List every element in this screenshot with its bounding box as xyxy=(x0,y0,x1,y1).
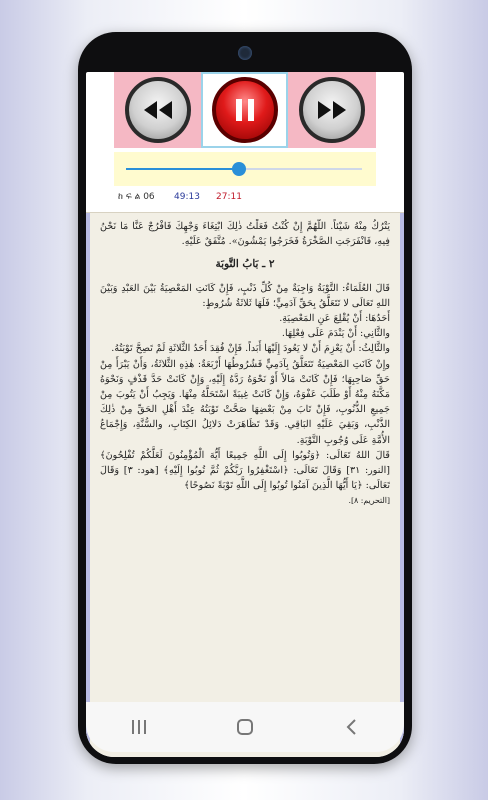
time-readout xyxy=(114,192,376,206)
chapter-heading: ٢ ـ بَابُ التَّوبَة xyxy=(215,258,275,271)
back-icon xyxy=(344,718,358,736)
page-edge-right xyxy=(400,213,404,757)
page-edge-left xyxy=(86,213,90,757)
seek-thumb[interactable] xyxy=(232,162,246,176)
book-page xyxy=(86,212,404,757)
app-screen xyxy=(86,72,404,757)
body-paragraph: والثَّانِي: أَنْ يَنْدَمَ عَلَى فِعْلِهَا. xyxy=(281,328,390,340)
camera-icon xyxy=(238,46,252,60)
rewind-icon xyxy=(125,77,191,143)
fast-forward-icon xyxy=(299,77,365,143)
home-icon xyxy=(236,718,254,736)
seek-slider[interactable] xyxy=(114,152,376,186)
body-paragraph: قَالَ اللهُ تَعَالَى: ﴿وَتُوبُوا إِلَى اللَّهِ جَمِيعًا أَيُّهَ الْمُؤْمِنُونَ لَعَلَّكُمْ تُفْلِحُونَ﴾ [النور: ٣١] وَقَالَ تَعَالَى: ﴿اسْتَغْفِرُوا رَبَّكُمْ ثُمَّ تُوبُوا إِلَيْهِ﴾ [هود: ٣] وَقَالَ تَعَالَى: ﴿يَا أَيُّهَا الَّذِينَ آمَنُوا تُوبُوا إِلَى اللَّهِ تَوْبَةً نَصُوحًا﴾ xyxy=(100,449,390,492)
rewind-button[interactable] xyxy=(114,72,201,148)
body-paragraph: قَالَ العُلَمَاءُ: التَّوْبَةُ وَاجِبَةٌ مِنْ كُلِّ ذَنْبٍ، فَإِنْ كَانَتِ المَعْصِيَةُ بَيْنَ العَبْدِ وَبَيْنَ اللهِ تَعَالَى لا تَتَعَلَّقُ بِحَقِّ آدَمِيٍّ؛ فَلَهَا ثَلاثَةُ شُرُوطٍ: xyxy=(100,282,390,309)
track-position: ከ ፍ ል 06 xyxy=(118,192,155,202)
body-paragraph: أَحَدُهَا: أَنْ يُقْلِعَ عَنِ المَعْصِيَةِ. xyxy=(279,313,390,325)
recents-button[interactable] xyxy=(109,707,169,747)
recents-icon xyxy=(130,719,148,735)
verse-reference: [التحريم: ٨]. xyxy=(348,496,390,506)
body-paragraph: والثَّالِثُ: أَنْ يَعْزِمَ أَنْ لا يَعُودَ إِلَيْهَا أَبَداً. فَإِنْ فُقِدَ أَحَدُ الثَّلاثَةِ لَمْ تَصِحَّ تَوْبَتُهُ. xyxy=(111,343,390,355)
page-text xyxy=(100,219,390,718)
home-button[interactable] xyxy=(215,707,275,747)
current-time: 49:13 xyxy=(174,192,200,202)
system-navbar xyxy=(86,702,404,752)
intro-paragraph: يَتْرُكُ مِنْهُ شَيْئاً. اللَّهُمَّ إِنْ كُنْتُ فَعَلْتُ ذٰلِكَ ابْتِغَاءَ وَجْهِكَ فَافْرُجْ عَنَّا مَا نَحْنُ فِيهِ، فَانْفَرَجَتِ الصَّخْرَةُ فَخَرَجُوا يَمْشُونَ». مُتَّفَقٌ عَلَيْهِ. xyxy=(100,221,390,248)
seek-progress xyxy=(126,168,239,170)
phone-frame xyxy=(78,32,412,764)
fast-forward-button[interactable] xyxy=(288,72,375,148)
pause-button[interactable] xyxy=(201,72,288,148)
total-time: 27:11 xyxy=(216,192,242,202)
pause-icon xyxy=(212,77,278,143)
back-button[interactable] xyxy=(321,707,381,747)
player-controls xyxy=(114,72,376,148)
body-paragraph: وإِنْ كَانَتِ المَعْصِيَةُ تَتَعَلَّقُ بِآدَمِيٍّ فَشُرُوطُهَا أَرْبَعَةٌ: هٰذِهِ الثَّلاثَةُ، وَأَنْ يَبْرَأَ مِنْ حَقِّ صَاحِبِهَا؛ فَإِنْ كَانَتْ مَالاً أَوْ نَحْوَهُ رَدَّهُ إِلَيْهِ، وَإِنْ كَانَتْ حَدَّ قَذْفٍ وَنَحْوَهُ مَكَّنَهُ مِنْهُ أَوْ طَلَبَ عَفْوَهُ، وَإِنْ كَانَتْ غِيبَةً اسْتَحَلَّهُ مِنْهَا. وَيَجِبُ أَنْ يَتُوبَ مِنْ جَمِيعِ الذُّنُوبِ، فَإِنْ تَابَ مِنْ بَعْضِهَا صَحَّتْ تَوْبَتُهُ عِنْدَ أَهْلِ الحَقِّ مِنْ ذٰلِكَ الذَّنْبِ، وَبَقِيَ عَلَيْهِ البَاقِي. وَقَدْ تَظَاهَرَتْ دَلائِلُ الكِتَابِ، والسُّنَّةِ، وَإِجْمَاعُ الأُمَّةِ عَلَى وُجُوبِ التَّوْبَةِ. xyxy=(100,358,390,446)
